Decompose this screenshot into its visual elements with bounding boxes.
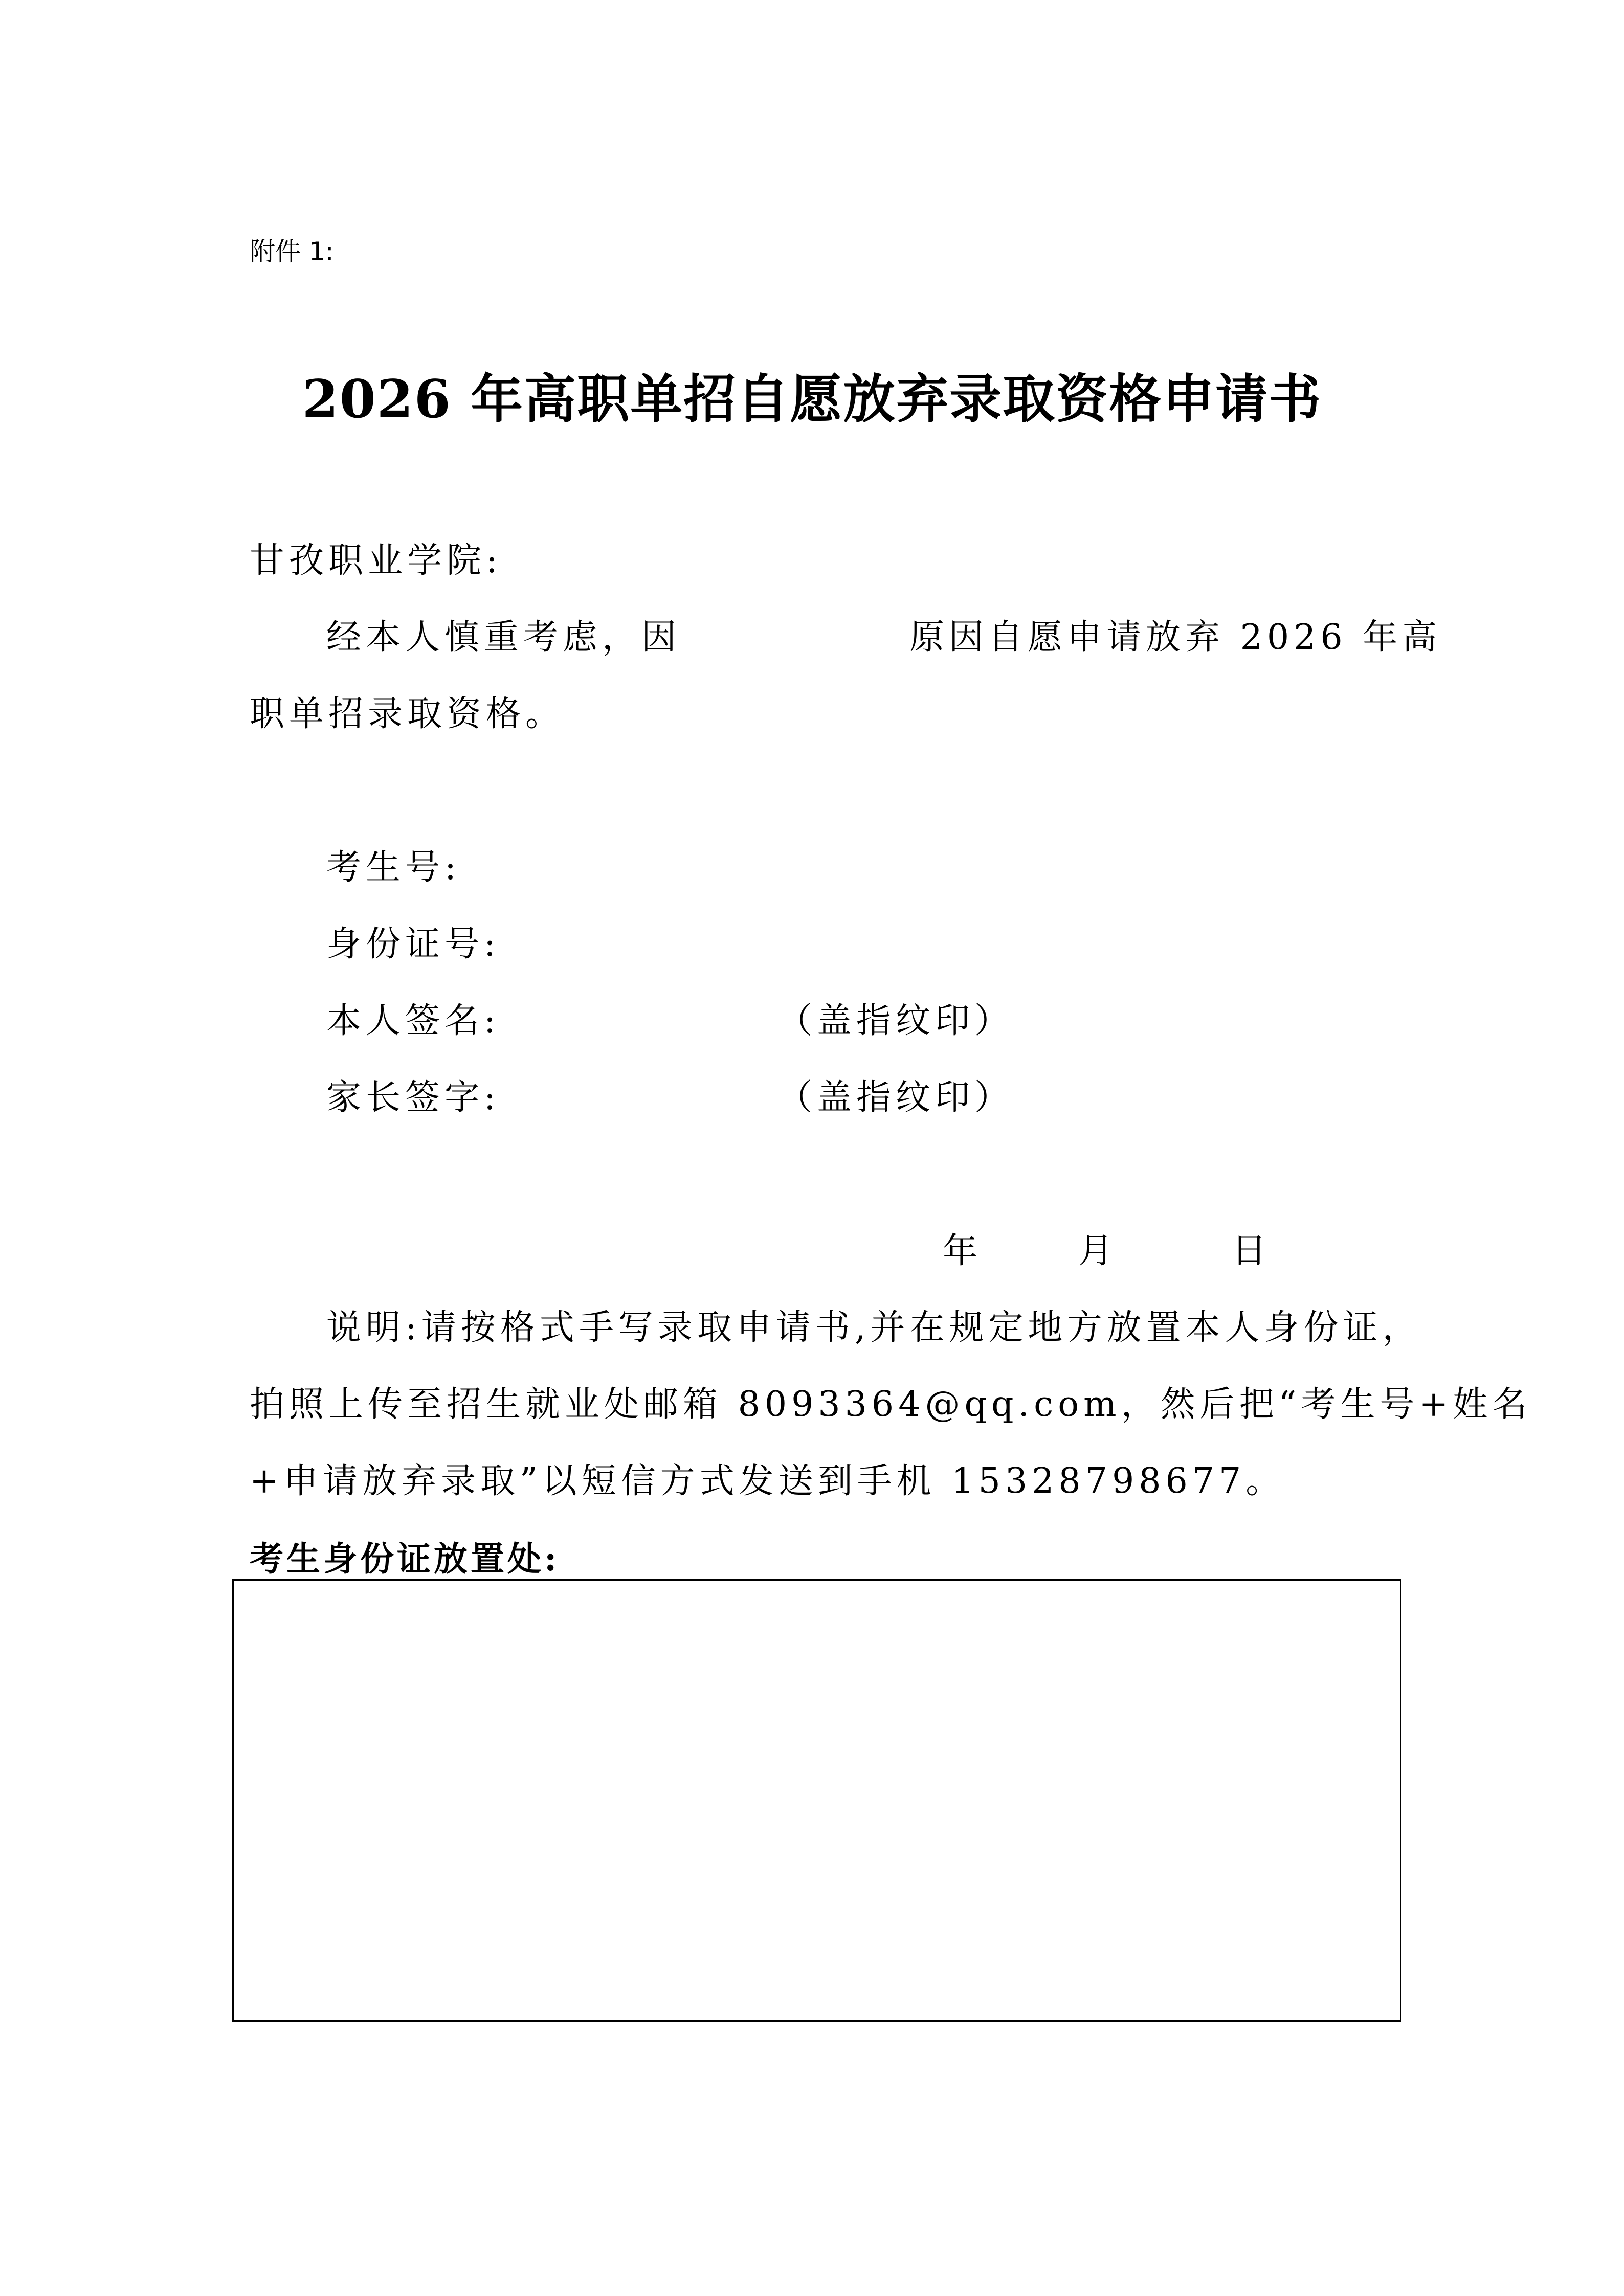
document-title: 2026 年高职单招自愿放弃录取资格申请书	[302, 369, 1322, 430]
id-card-area-label: 考生身份证放置处:	[250, 1539, 560, 1579]
exam-number-label: 考生号:	[326, 847, 461, 888]
id-number-label: 身份证号:	[326, 924, 500, 964]
own-fingerprint-note: （盖指纹印）	[777, 1001, 1014, 1041]
addressee: 甘孜职业学院:	[250, 541, 502, 581]
date-month-label: 月	[1078, 1231, 1118, 1271]
note-line-2: 拍照上传至招生就业处邮箱 8093364@qq.com，然后把“考生号+姓名	[250, 1384, 1532, 1425]
date-day-label: 日	[1232, 1231, 1272, 1271]
note-line-3: +申请放弃录取”以短信方式发送到手机 15328798677。	[250, 1461, 1285, 1501]
statement-reason-suffix: 原因自愿申请放弃 2026 年高	[909, 617, 1442, 658]
own-signature-label: 本人签名:	[326, 1001, 500, 1041]
parent-fingerprint-note: （盖指纹印）	[777, 1077, 1014, 1118]
note-line-1: 说明:请按格式手写录取申请书,并在规定地方放置本人身份证，	[326, 1308, 1422, 1348]
id-card-placement-box	[232, 1579, 1401, 2022]
parent-signature-label: 家长签字:	[326, 1077, 500, 1118]
statement-reason-prefix: 经本人慎重考虑，因	[326, 617, 681, 658]
date-year-label: 年	[943, 1231, 983, 1271]
attachment-label: 附件 1:	[250, 237, 334, 266]
statement-continuation: 职单招录取资格。	[250, 694, 565, 734]
